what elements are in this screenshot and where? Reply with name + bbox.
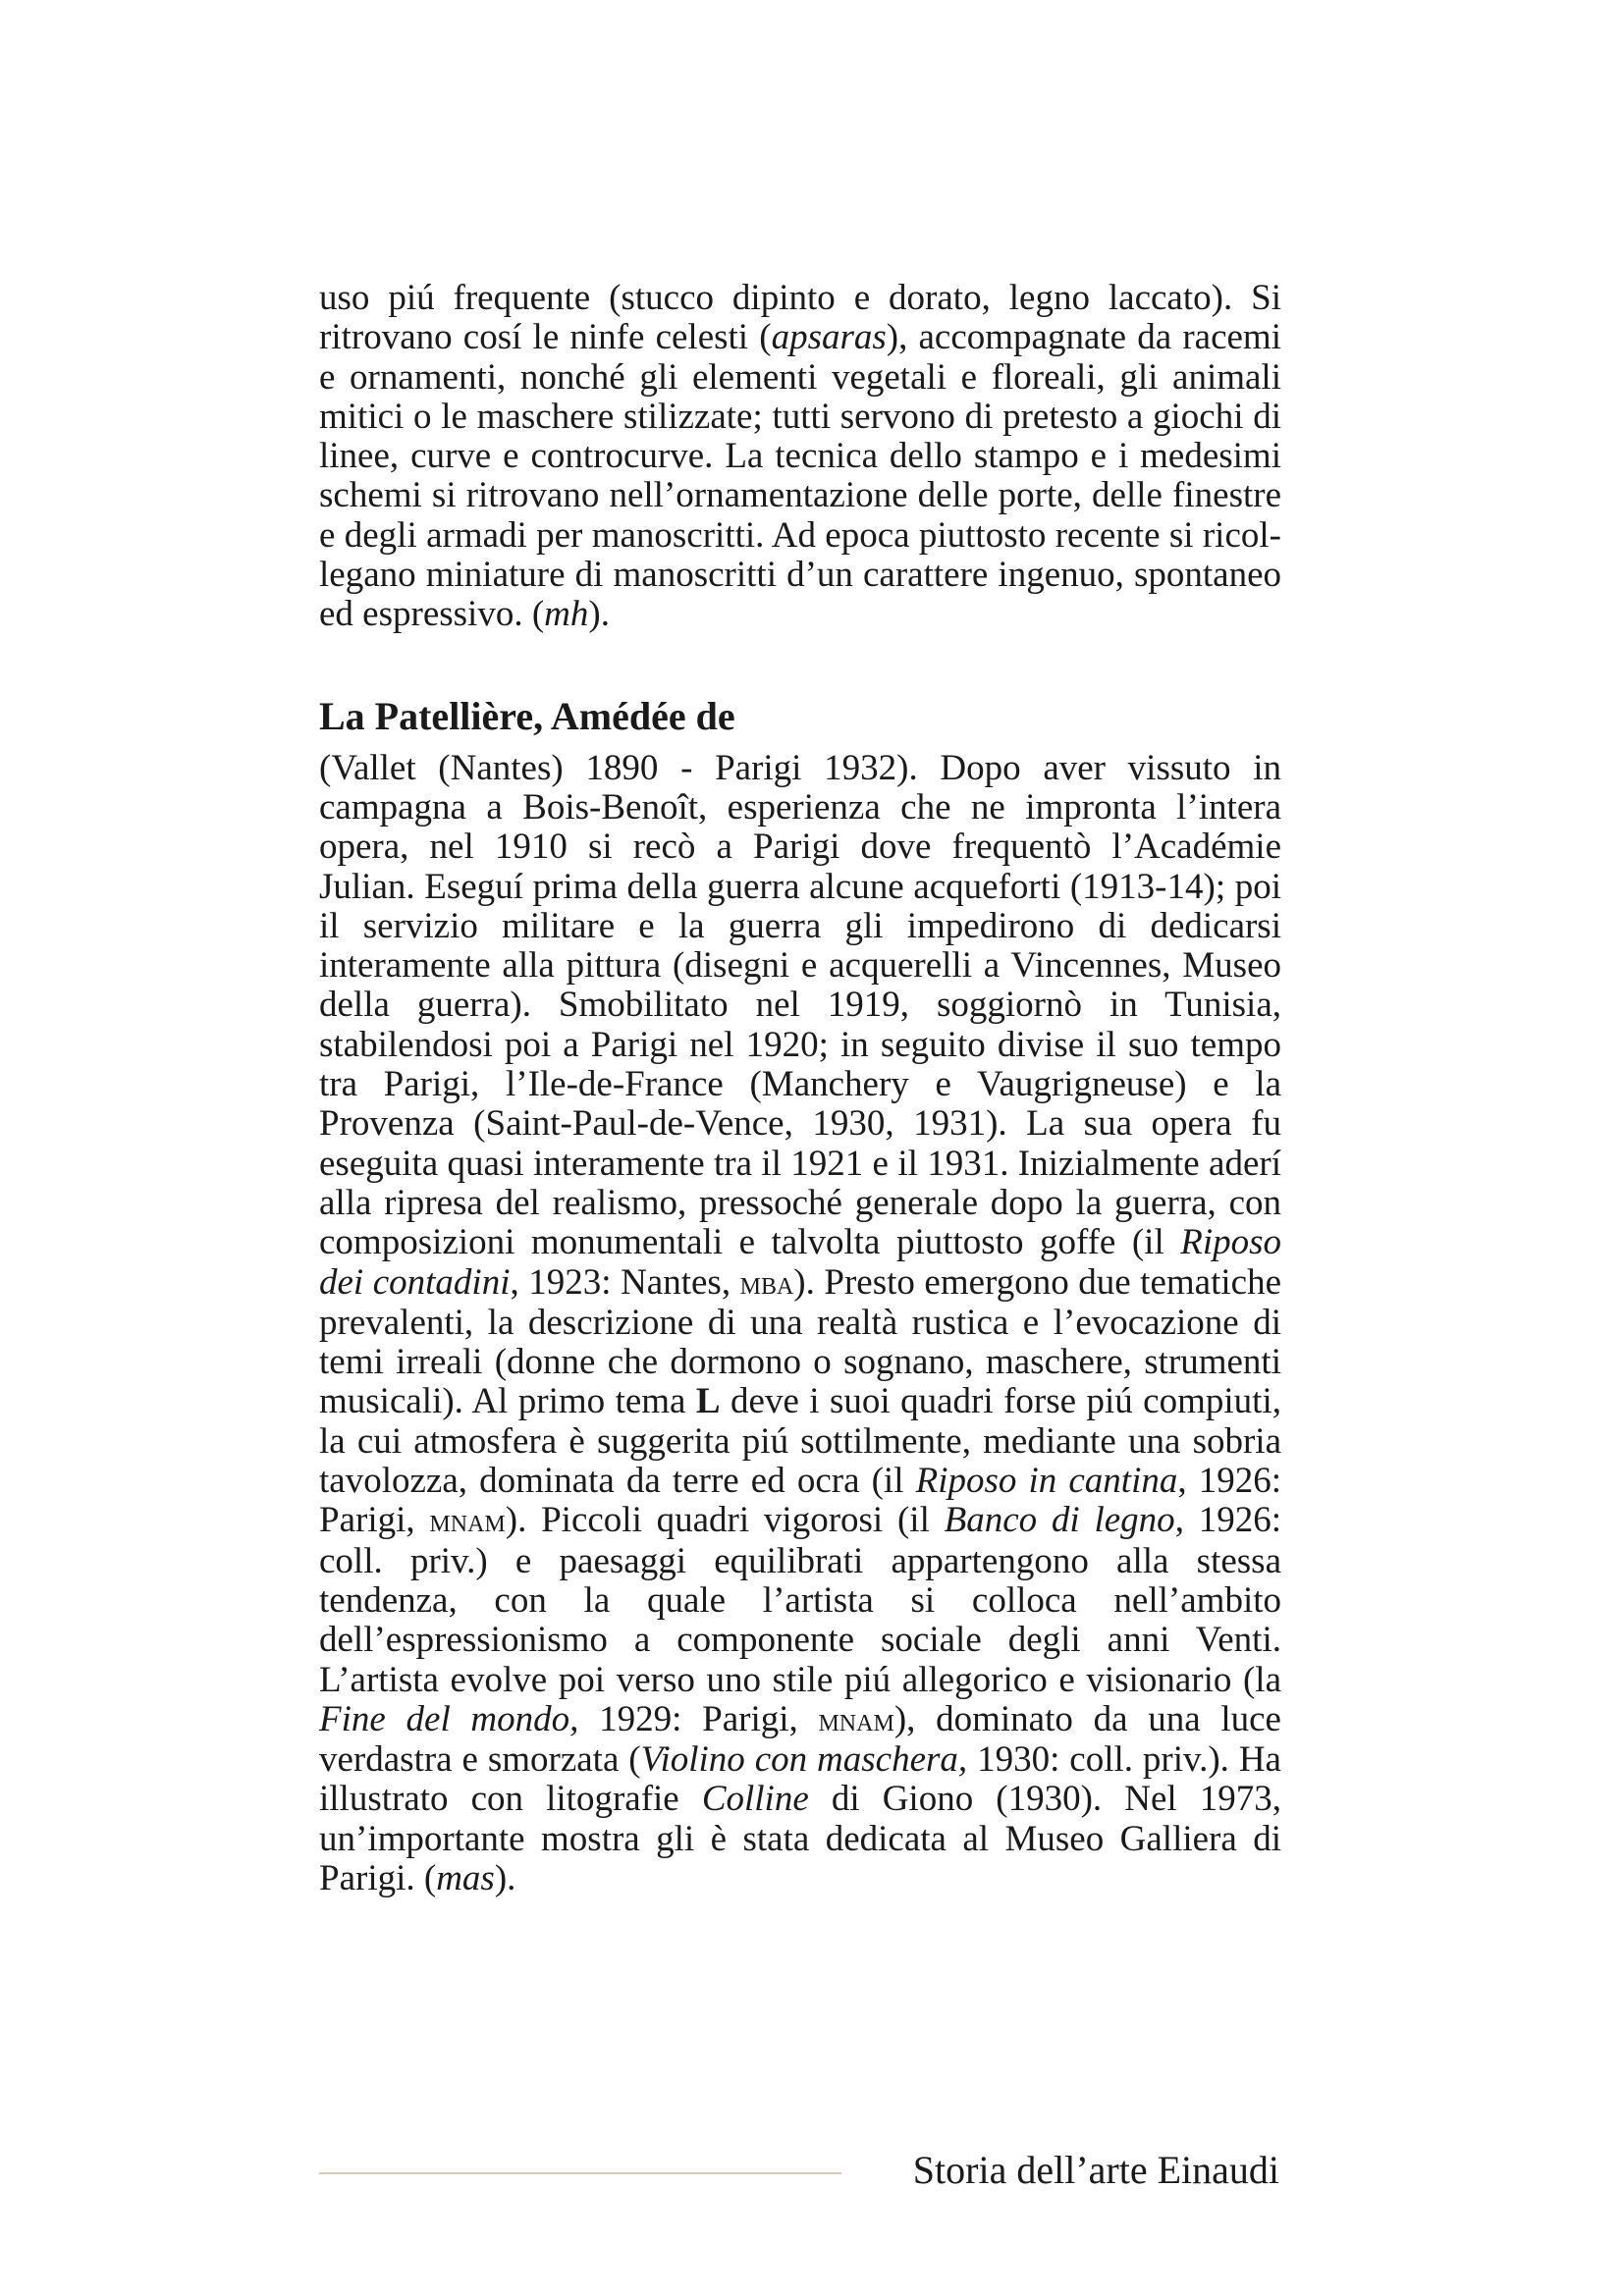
entry-italic-2: Riposo in cantina bbox=[915, 1461, 1178, 1502]
intro-paragraph bbox=[319, 279, 1281, 635]
entry-text-7: , 1926: coll. priv.) e paesaggi equilibrati appartengono alla stessa tendenza, con la quale l’artista si colloca nell’ambito dell’espressionismo a componente sociale degli anni Venti. L’artista evolve poi verso uno stile piú allegorico e visionario (la bbox=[319, 1500, 1281, 1700]
entry-text-4: deve i suoi quadri forse piú compiuti, la cui atmosfera è suggerita piú sottilmente, mediante una sobria tavolozza, dominata da terre ed ocra (il bbox=[319, 1381, 1281, 1502]
entry-author-initials: mas bbox=[436, 1857, 495, 1898]
intro-author-initials: mh bbox=[544, 594, 589, 635]
entry-text-12: ). bbox=[494, 1857, 516, 1898]
entry-text-5: , 1926: Parigi, bbox=[319, 1461, 1282, 1541]
entry-text-11: di Giono (1930). Nel 1973, un’importante mostra gli è stata dedicata al Museo Galliera di Parigi. ( bbox=[319, 1779, 1281, 1898]
page-content bbox=[319, 279, 1281, 1898]
entry-title: La Patellière, Amédée de bbox=[319, 693, 735, 738]
footer-rule bbox=[319, 2172, 841, 2174]
entry-text-3: ). Presto emergono due tematiche prevalenti, la descrizione di una realtà rustica e l’evocazione di temi irreali (donne che dormono o sognano, maschere, strumenti musicali). Al primo tema bbox=[319, 1261, 1281, 1422]
entry-text-6: ). Piccoli quadri vigorosi (il bbox=[505, 1500, 945, 1541]
footer-publisher: Storia dell’arte Einaudi bbox=[912, 2148, 1279, 2192]
intro-italic-apsaras: apsaras bbox=[771, 317, 887, 358]
entry-abbrev-2: mnam bbox=[429, 1503, 506, 1540]
entry-italic-5: Violino con maschera, bbox=[640, 1739, 968, 1781]
entry-text-8: 1929: Parigi, bbox=[578, 1698, 819, 1739]
intro-text-2: ), accompagnate da racemi e ornamenti, nonché gli elementi vegetali e floreali, gli animali mitici o le maschere stilizzate; tutti servono di pretesto a giochi di linee, curve e controcurve. La tecnica dello stampo e i medesimi schemi si ritrovano nell’ornamentazione delle porte, delle finestre e degli armadi per manoscritti. Ad epoca piuttosto recente si ricollegano miniature di manoscritti d’un carattere ingenuo, spontaneo ed espressivo. ( bbox=[319, 317, 1281, 635]
entry-italic-4: Fine del mondo, bbox=[319, 1698, 579, 1739]
entry-italic-6: Colline bbox=[701, 1779, 809, 1820]
intro-text-3: ). bbox=[588, 594, 610, 635]
entry-text-9: ), dominato da una luce verdastra e smorzata ( bbox=[319, 1698, 1281, 1781]
entry-italic-3: Banco di legno bbox=[944, 1500, 1175, 1541]
intro-text-1: uso piú frequente (stucco dipinto e dorato, legno laccato). Si ritrovano cosí le ninfe celesti ( bbox=[319, 278, 1281, 358]
entry-abbrev-1: mba bbox=[739, 1264, 794, 1302]
entry-text-10: 1930: coll. priv.). Ha illustrato con litografie bbox=[319, 1739, 1281, 1820]
entry-italic-1: Riposo dei contadini bbox=[319, 1222, 1281, 1303]
entry-abbrev-3: mnam bbox=[818, 1701, 894, 1738]
entry-bold-initial: L bbox=[695, 1381, 721, 1422]
entry-text-2: , 1923: Nantes, bbox=[510, 1261, 740, 1303]
entry-body bbox=[319, 749, 1281, 1899]
entry-text-1: (Vallet (Nantes) 1890 - Parigi 1932). Dopo aver vissuto in campagna a Bois-Benoît, esperienza che ne impronta l’intera opera, nel 1910 si recò a Parigi dove frequentò l’Académie Julian. Eseguí prima della guerra alcune acqueforti (1913-14); poi il servizio militare e la guerra gli impedirono di dedicarsi interamente alla pittura (disegni e acquerelli a Vincennes, Museo della guerra). Smobilitato nel 1919, soggiornò in Tunisia, stabilendosi poi a Parigi nel 1920; in seguito divise il suo tempo tra Parigi, l’Ile-de-France (Manchery e Vaugrigneuse) e la Provenza (Saint-Paul-de-Vence, 1930, 1931). La sua opera fu eseguita quasi interamente tra il 1921 e il 1931. Inizialmente aderí alla ripresa del realismo, pressoché generale dopo la guerra, con composizioni monumentali e talvolta piuttosto goffe (il bbox=[319, 747, 1281, 1263]
